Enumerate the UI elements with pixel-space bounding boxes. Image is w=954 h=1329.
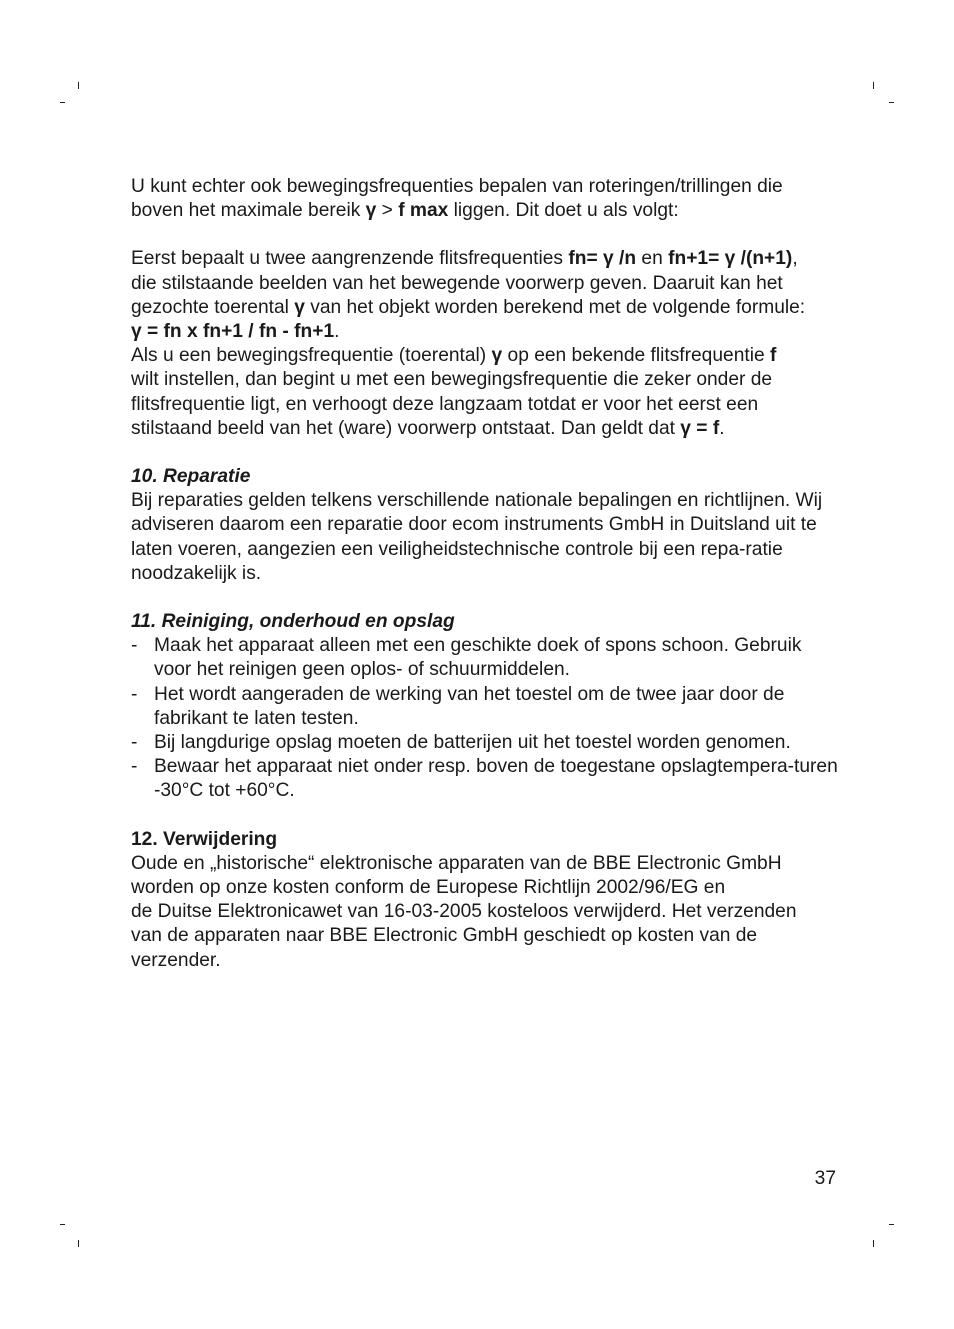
crop-mark (78, 82, 79, 89)
gamma-symbol: γ (365, 200, 377, 222)
crop-mark (60, 102, 65, 103)
gamma-symbol: γ (294, 296, 305, 318)
list-item: - Bij langdurige opslag moeten de batterijen uit het toestel worden genomen. (131, 732, 791, 754)
formula: = fn x fn+1 / fn - fn+1 (141, 321, 335, 343)
disposal-paragraph: Oude en „historische“ elektronische apparaten van de BBE Electronic GmbH worden op onze kosten conform de Europese Richtlijn 2002/96/EG en de Duitse Elektronicawet van 16-03-2005 kosteloos verwijderd. Het verzenden van de apparaten naar BBE Electronic GmbH geschiedt op kosten van de verzender. (131, 852, 797, 971)
page-number: 37 (814, 1168, 836, 1189)
gamma-symbol: γ (491, 345, 503, 367)
crop-mark (873, 82, 874, 89)
crop-mark (873, 1240, 874, 1247)
section-heading-cleaning: 11. Reiniging, onderhoud en opslag (131, 611, 455, 633)
crop-mark (60, 1224, 65, 1225)
intro-paragraph: U kunt echter ook bewegingsfrequenties bepalen van roteringen/trillingen die boven het maximale bereik γ > f max liggen. Dit doet u als volgt: (131, 176, 783, 222)
page-content (131, 175, 843, 973)
repair-paragraph: Bij reparaties gelden telkens verschillende nationale bepalingen en richtlijnen. Wij adviseren daarom een reparatie door ecom instruments GmbH in Duitsland uit te laten voeren, aangezien een veiligheidstechnische controle bij een repa-ratie noodzakelijk is. (131, 490, 823, 584)
gamma-symbol: γ (131, 321, 142, 343)
gamma-symbol: γ (603, 248, 614, 270)
list-item: - Bewaar het apparaat niet onder resp. boven de toegestane opslagtempera-turen -30°C tot +60°C. (131, 756, 838, 802)
crop-mark (78, 1240, 79, 1247)
cleaning-list (131, 634, 843, 803)
method-paragraph: Eerst bepaalt u twee aangrenzende flitsfrequenties fn= γ /n en fn+1= γ /(n+1), die stilstaande beelden van het bewegende voorwerp geven. Daaruit kan het gezochte toerental γ van het objekt worden berekend met de volgende formule: γ = fn x fn+1 / fn - fn+1. Als u een bewegingsfrequentie (toerental) γ op een bekende flitsfrequentie f wilt instellen, dan begint u met een bewegingsfrequentie die zeker onder de flitsfrequentie ligt, en verhoogt deze langzaam totdat er voor het eerst een stilstaand beeld van het (ware) voorwerp ontstaat. Dan geldt dat γ = f. (131, 248, 806, 439)
list-item: - Het wordt aangeraden de werking van het toestel om de twee jaar door de fabrikant te laten testen. (131, 683, 785, 729)
gamma-symbol: γ (680, 417, 691, 439)
crop-mark (889, 1224, 894, 1225)
crop-mark (889, 102, 894, 103)
list-item: - Maak het apparaat alleen met een geschikte doek of spons schoon. Gebruik voor het reinigen geen oplos- of schuurmiddelen. (131, 635, 802, 681)
section-heading-disposal: 12. Verwijdering (131, 828, 278, 850)
gamma-symbol: γ (724, 248, 736, 270)
section-heading-repair: 10. Reparatie (131, 466, 251, 488)
